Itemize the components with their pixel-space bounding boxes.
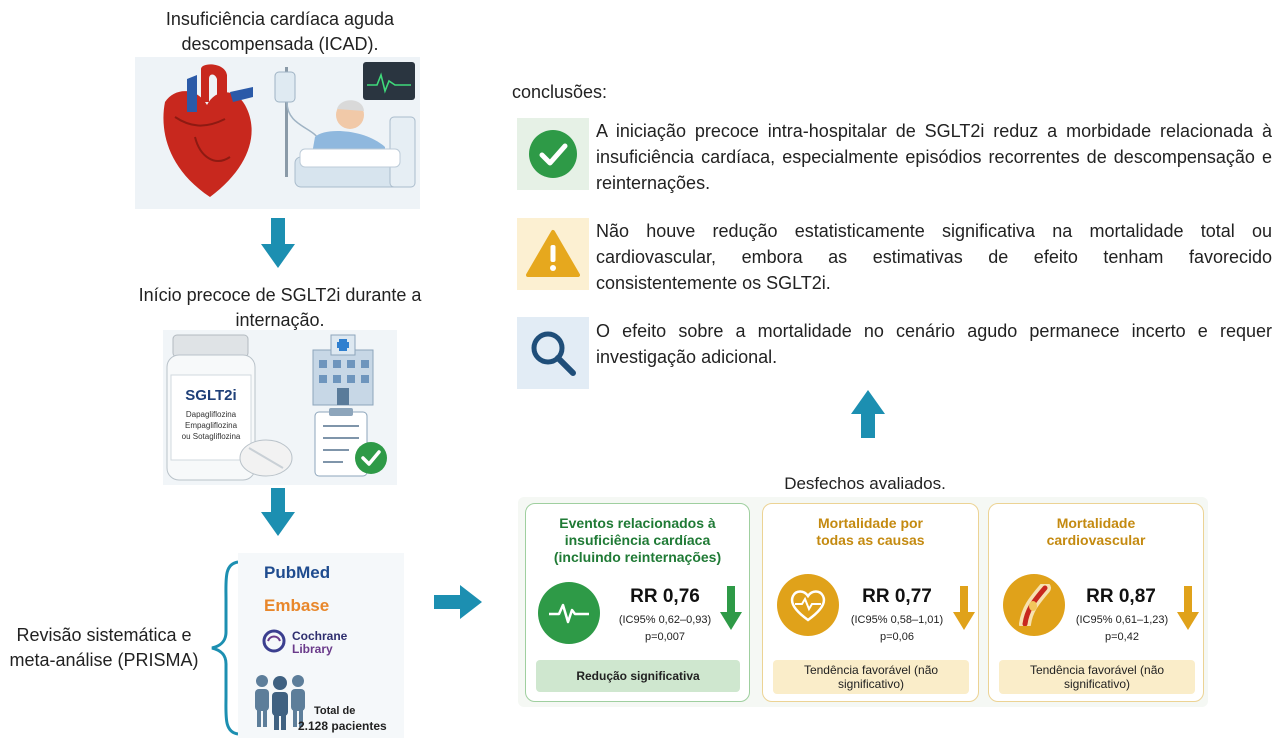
outcome-card [762, 503, 979, 702]
total-value: 2.128 pacientes [298, 719, 387, 733]
outcome-card-title: Eventos relacionados à insuficiência cardíaca (incluindo reinternações) [553, 515, 722, 565]
pubmed-logo: PubMed [264, 563, 331, 582]
outcome-p: p=0,42 [1105, 631, 1139, 643]
outcome-footer: Tendência favorável (não significativo) [773, 660, 969, 694]
sglt2i-illustration [163, 330, 397, 485]
flow-arrow-up [851, 390, 885, 438]
conclusion-icon-box [517, 218, 589, 290]
icad-illustration [135, 57, 420, 209]
heart-icon [163, 64, 253, 197]
flow-arrow-down-2 [261, 488, 295, 536]
ecg-icon [547, 601, 591, 625]
outcome-footer: Redução significativa [536, 660, 740, 692]
conclusion-text: O efeito sobre a mortalidade no cenário agudo permanece incerto e requer investigação adicional. [596, 321, 1272, 367]
databases-box [238, 553, 404, 738]
step2-label: Início precoce de SGLT2i durante a internação. [138, 285, 422, 330]
magnifier-icon [528, 328, 578, 378]
cochrane-icon [262, 629, 286, 653]
embase-logo: Embase [264, 596, 330, 615]
conclusion-text: A iniciação precoce intra-hospitalar de SGLT2i reduz a morbidade relacionada à insuficiência cardíaca, especialmente episódios recorrentes de descompensação e reinternações. [596, 121, 1272, 193]
outcome-p: p=0,007 [644, 631, 686, 643]
heart-pulse-icon [789, 588, 827, 622]
flow-arrow-right [434, 585, 482, 619]
conclusion-icon-box [517, 118, 589, 190]
arrow-down-icon [1177, 586, 1199, 630]
conclusions-title: conclusões: [512, 82, 608, 102]
artery-icon [1015, 584, 1053, 626]
conclusion-icon-box [517, 317, 589, 389]
brace [206, 560, 242, 736]
arrow-down-icon [720, 586, 742, 630]
cochrane-library-label: Library [292, 642, 333, 656]
outcome-ci: (IC95% 0,58–1,01) [850, 614, 944, 626]
outcome-rr: RR 0,76 [630, 586, 700, 607]
arrow-down-icon [953, 586, 975, 630]
outcomes-title: Desfechos avaliados. [784, 474, 946, 493]
outcome-card-title: Mortalidade cardiovascular [1046, 515, 1146, 548]
step3-label: Revisão sistemática e meta-análise (PRISMA) [9, 625, 199, 670]
drug-box-title: SGLT2i [185, 387, 237, 404]
total-label: Total de [314, 705, 356, 717]
outcome-rr: RR 0,87 [1086, 586, 1156, 607]
flow-arrow-down-1 [261, 218, 295, 268]
step1-label: Insuficiência cardíaca aguda descompensada (ICAD). [165, 9, 395, 54]
outcome-circle [538, 582, 600, 644]
conclusion-text: Não houve redução estatisticamente significativa na mortalidade total ou cardiovascular, embora as estimativas de efeito tenham favorecido consistentemente os SGLT2i. [596, 221, 1272, 293]
outcome-card-title: Mortalidade por todas as causas [816, 515, 925, 548]
check-icon [527, 128, 579, 180]
outcome-rr: RR 0,77 [862, 586, 932, 607]
outcome-card [525, 503, 750, 702]
drug-list-item: Empagliflozina [184, 421, 238, 430]
warning-icon [526, 229, 580, 279]
drug-list-item: Dapagliflozina [185, 410, 237, 419]
cochrane-label: Cochrane [292, 629, 348, 643]
outcome-footer: Tendência favorável (não significativo) [999, 660, 1195, 694]
outcome-ci: (IC95% 0,62–0,93) [618, 614, 712, 626]
outcome-card [988, 503, 1204, 702]
outcome-circle [777, 574, 839, 636]
outcome-circle [1003, 574, 1065, 636]
outcome-ci: (IC95% 0,61–1,23) [1075, 614, 1169, 626]
outcome-p: p=0,06 [880, 631, 914, 643]
drug-list-item: ou Sotagliflozina [181, 432, 241, 441]
